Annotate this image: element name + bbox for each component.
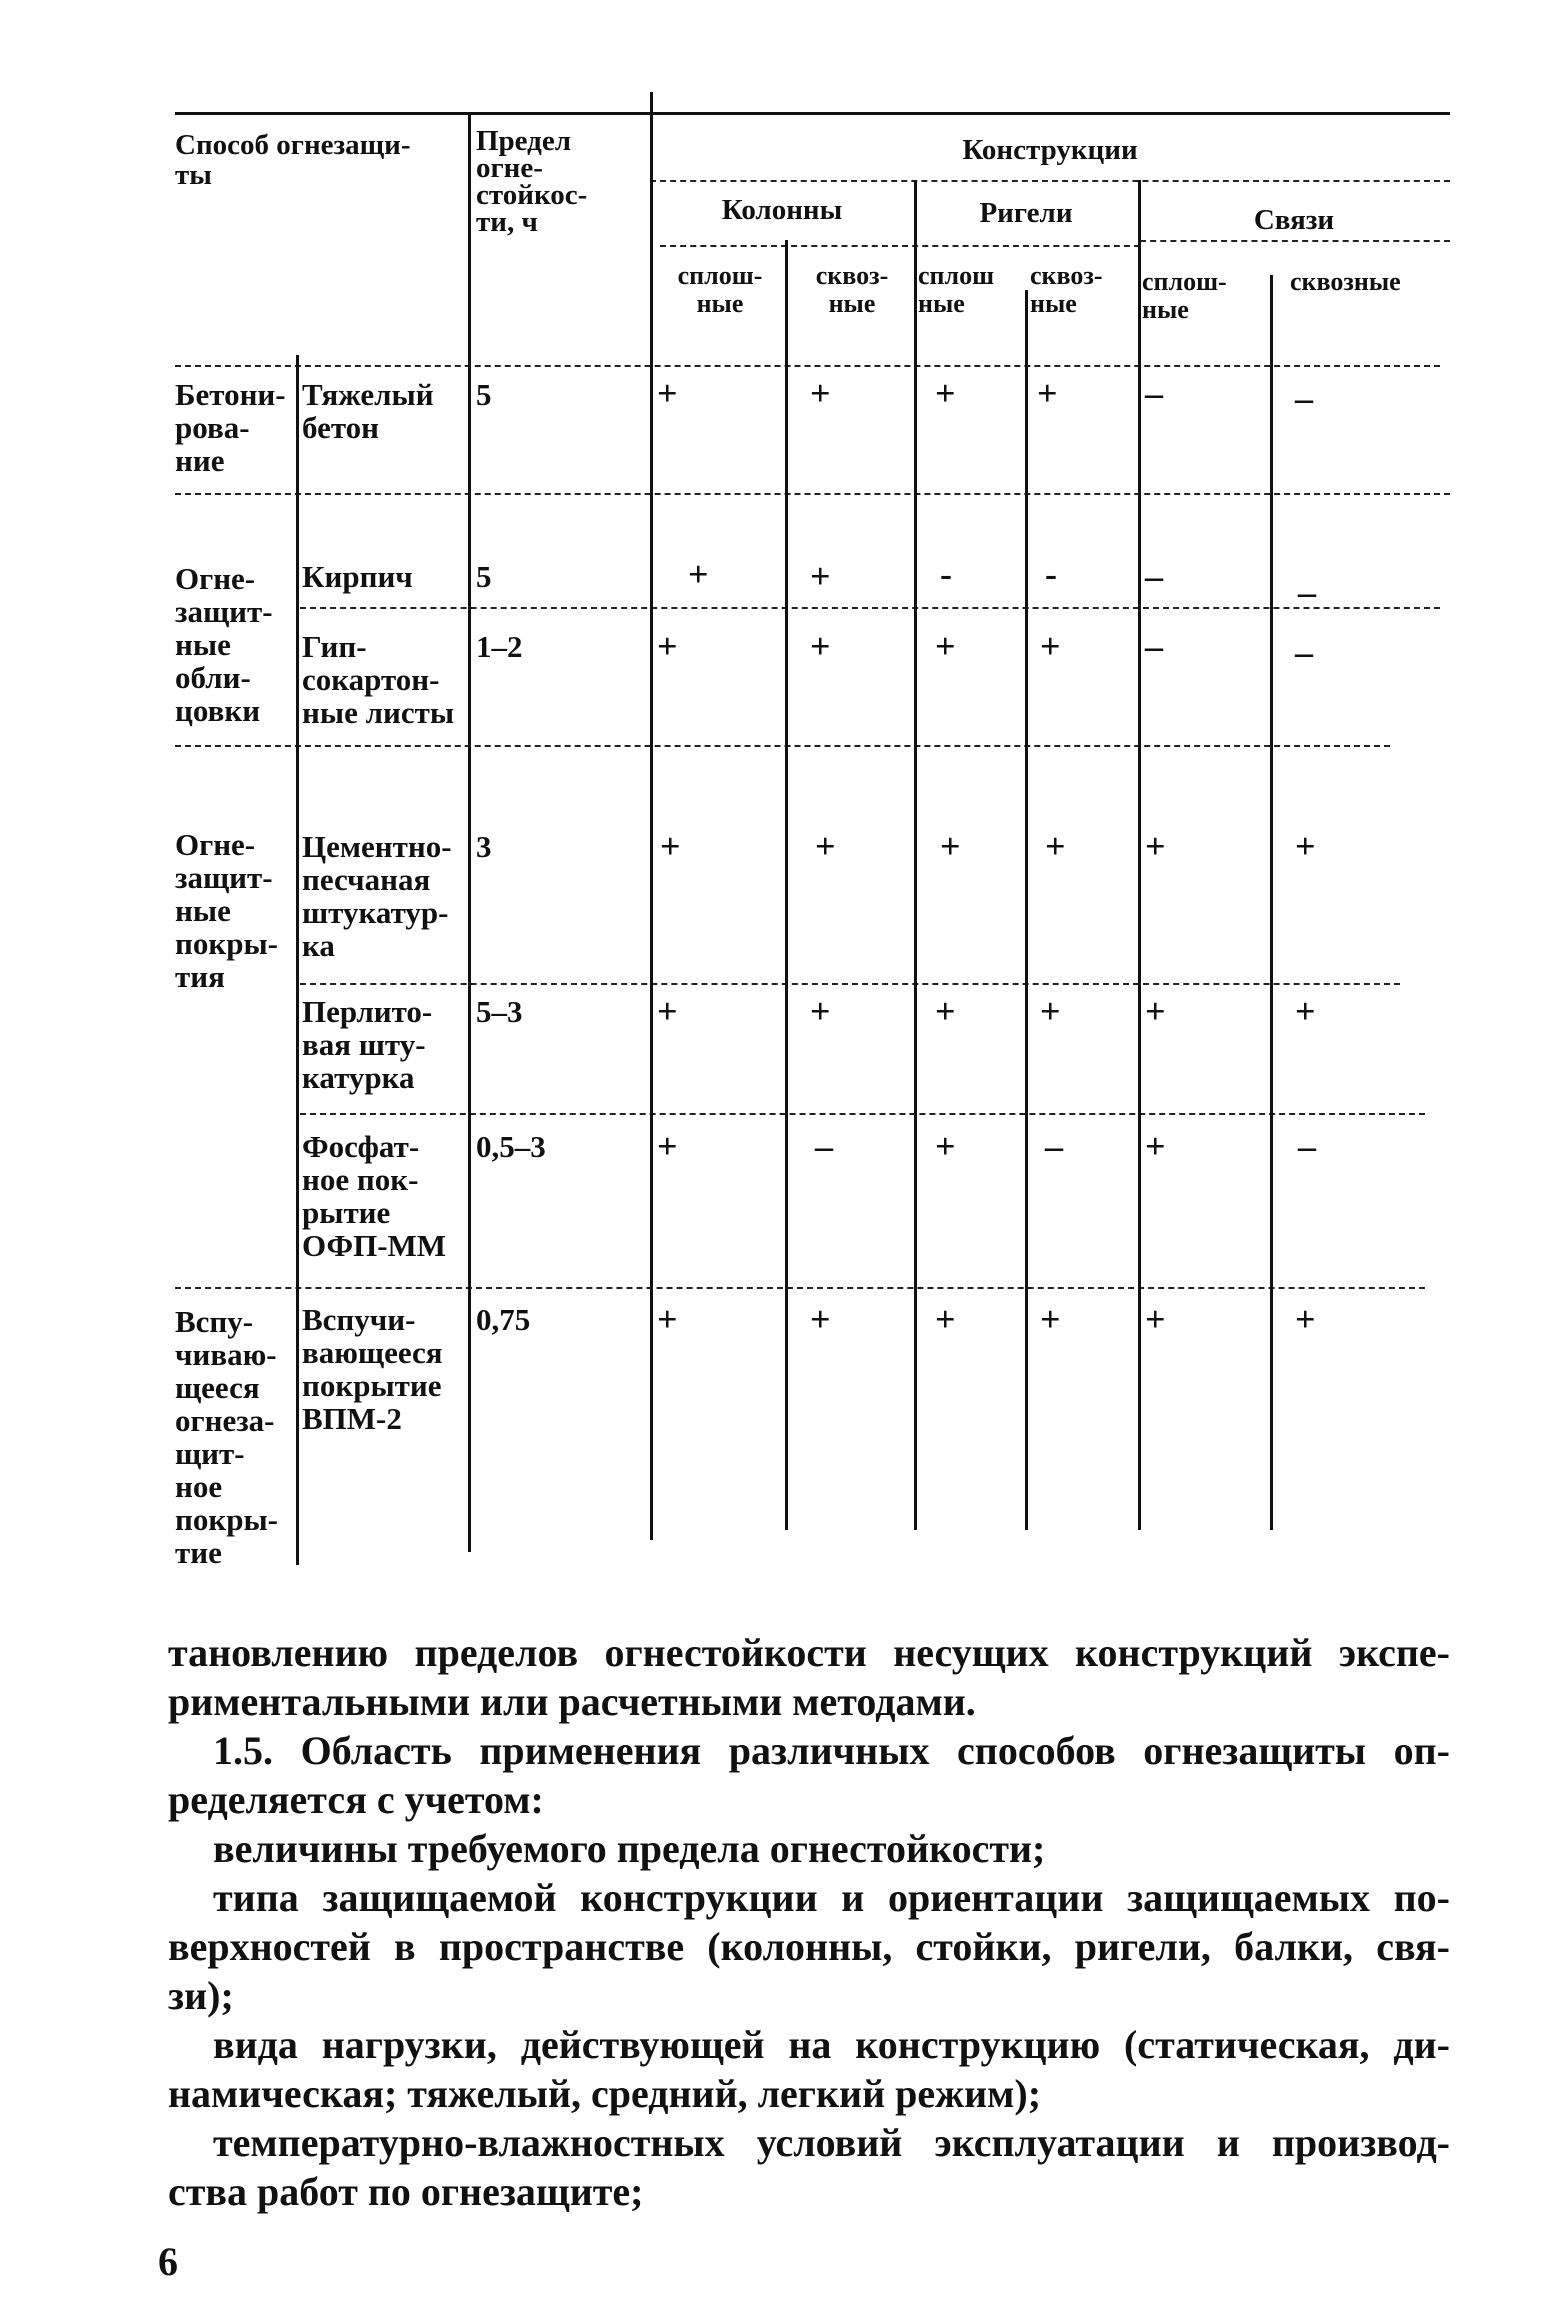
- header-columns-open: сквоз- ные: [815, 261, 889, 318]
- material-perlite-plaster: Перлито- вая шту- катурка: [302, 994, 433, 1095]
- mark: +: [810, 1299, 831, 1339]
- mark: –: [1145, 373, 1163, 413]
- limit-heavy-concrete: 5: [476, 377, 492, 412]
- list-item-construction-type: типа защищаемой конструкции и ориентации защищаемых по- верхностей в пространстве (колонны, стойки, ригели, балки, свя- зи);: [168, 1875, 1450, 2018]
- limit-gypsum: 1–2: [476, 629, 523, 664]
- mark: +: [1145, 1299, 1166, 1339]
- rule-after-brick: [300, 607, 1440, 609]
- header-beams: Ригели: [979, 197, 1073, 229]
- rule-under-columns-beams: [660, 245, 1140, 247]
- mark: +: [1045, 826, 1066, 866]
- mark: –: [1045, 1126, 1063, 1166]
- limit-intumescent: 0,75: [476, 1302, 531, 1337]
- mark: +: [1295, 1299, 1316, 1339]
- mark: –: [1145, 626, 1163, 666]
- header-constructions: Конструкции: [962, 134, 1138, 166]
- page-number: 6: [158, 2239, 178, 2284]
- col-divider-constructions: [650, 92, 653, 1540]
- list-item-conditions: температурно-влажностных условий эксплуатации и производ- ства работ по огнезащите;: [168, 2120, 1450, 2214]
- limit-brick: 5: [476, 559, 492, 594]
- mark: +: [810, 991, 831, 1031]
- material-phosphate: Фосфат- ное пок- рытие ОФП-ММ: [302, 1129, 447, 1263]
- list-item-fire-limit: величины требуемого предела огнестойкости;: [213, 1826, 1046, 1871]
- mark: -: [940, 554, 952, 594]
- group-concreting: Бетони- рова- ние: [175, 377, 286, 478]
- group-coatings: Огне- защит- ные покры- тия: [175, 827, 278, 994]
- col-divider-braces-open: [1270, 275, 1273, 1530]
- mark: +: [1040, 991, 1061, 1031]
- material-heavy-concrete: Тяжелый бетон: [302, 377, 434, 445]
- mark: +: [657, 1299, 678, 1339]
- mark: +: [1145, 991, 1166, 1031]
- mark: +: [810, 556, 831, 596]
- col-divider-columns-open: [785, 240, 788, 1530]
- header-limit: Предел огне- стойкос- ти, ч: [476, 125, 588, 238]
- mark: +: [815, 826, 836, 866]
- rule-after-cement: [300, 983, 1400, 985]
- mark: +: [935, 991, 956, 1031]
- mark: –: [815, 1126, 833, 1166]
- rule-after-concrete: [175, 493, 1450, 495]
- mark: +: [1295, 826, 1316, 866]
- list-item-load-type: вида нагрузки, действующей на конструкцию (статическая, ди- намическая; тяжелый, средний, легкий режим);: [168, 2022, 1450, 2116]
- mark: –: [1295, 632, 1313, 672]
- col-divider-material: [296, 355, 299, 1565]
- mark: +: [1145, 826, 1166, 866]
- header-columns-solid: сплош- ные: [677, 261, 763, 318]
- header-braces-open: сквозные: [1290, 267, 1401, 296]
- group-cladding: Огне- защит- ные обли- цовки: [175, 561, 273, 728]
- header-beams-open: сквоз- ные: [1030, 261, 1103, 318]
- header-braces-solid: сплош- ные: [1142, 267, 1227, 324]
- header-braces: Связи: [1253, 204, 1335, 236]
- material-gypsum: Гип- сокартон- ные листы: [302, 629, 455, 730]
- mark: +: [1145, 1126, 1166, 1166]
- mark: +: [810, 626, 831, 666]
- mark: +: [810, 373, 831, 413]
- limit-perlite-plaster: 5–3: [476, 994, 523, 1029]
- mark: +: [657, 373, 678, 413]
- limit-phosphate: 0,5–3: [476, 1129, 546, 1164]
- material-cement-plaster: Цементно- песчаная штукатур- ка: [302, 829, 452, 963]
- mark: +: [660, 826, 681, 866]
- col-divider-beams-open: [1025, 290, 1028, 1530]
- group-intumescent: Вспу- чиваю- щееся огнеза- щит- ное покры- тие: [175, 1304, 278, 1570]
- limit-cement-plaster: 3: [476, 829, 492, 864]
- header-beams-solid: сплош ные: [918, 261, 995, 318]
- mark: +: [935, 373, 956, 413]
- mark: +: [657, 1126, 678, 1166]
- mark: +: [1040, 626, 1061, 666]
- material-intumescent: Вспучи- вающееся покрытие ВПМ-2: [302, 1302, 443, 1436]
- paragraph-1-5: 1.5. Область применения различных способов огнезащиты оп- ределяется с учетом:: [168, 1728, 1450, 1822]
- col-divider-beams: [914, 180, 917, 1530]
- mark: +: [1295, 991, 1316, 1031]
- mark: +: [1037, 373, 1058, 413]
- header-method: Способ огнезащи- ты: [175, 129, 411, 191]
- rule-after-gypsum: [175, 745, 1390, 747]
- rule-under-constructions: [650, 180, 1450, 182]
- table-top-rule: [175, 112, 1450, 115]
- mark: +: [940, 826, 961, 866]
- col-divider-limit: [468, 112, 471, 1552]
- mark: +: [688, 554, 709, 594]
- mark: +: [657, 626, 678, 666]
- mark: –: [1145, 556, 1163, 596]
- mark: +: [935, 1299, 956, 1339]
- mark: –: [1295, 378, 1313, 418]
- mark: +: [935, 1126, 956, 1166]
- mark: +: [935, 626, 956, 666]
- mark: –: [1298, 1126, 1316, 1166]
- mark: _: [1298, 560, 1316, 600]
- header-columns: Колонны: [721, 194, 843, 226]
- col-divider-braces: [1138, 180, 1141, 1530]
- paragraph-continuation: тановлению пределов огнестойкости несущих конструкций экспе- риментальными или расчетными методами.: [168, 1630, 1450, 1724]
- material-brick: Кирпич: [302, 559, 413, 594]
- rule-after-phosphate: [175, 1287, 1425, 1289]
- mark: +: [657, 991, 678, 1031]
- mark: -: [1045, 554, 1057, 594]
- mark: +: [1040, 1299, 1061, 1339]
- header-bottom-rule: [175, 365, 1440, 367]
- rule-under-braces: [1140, 240, 1450, 242]
